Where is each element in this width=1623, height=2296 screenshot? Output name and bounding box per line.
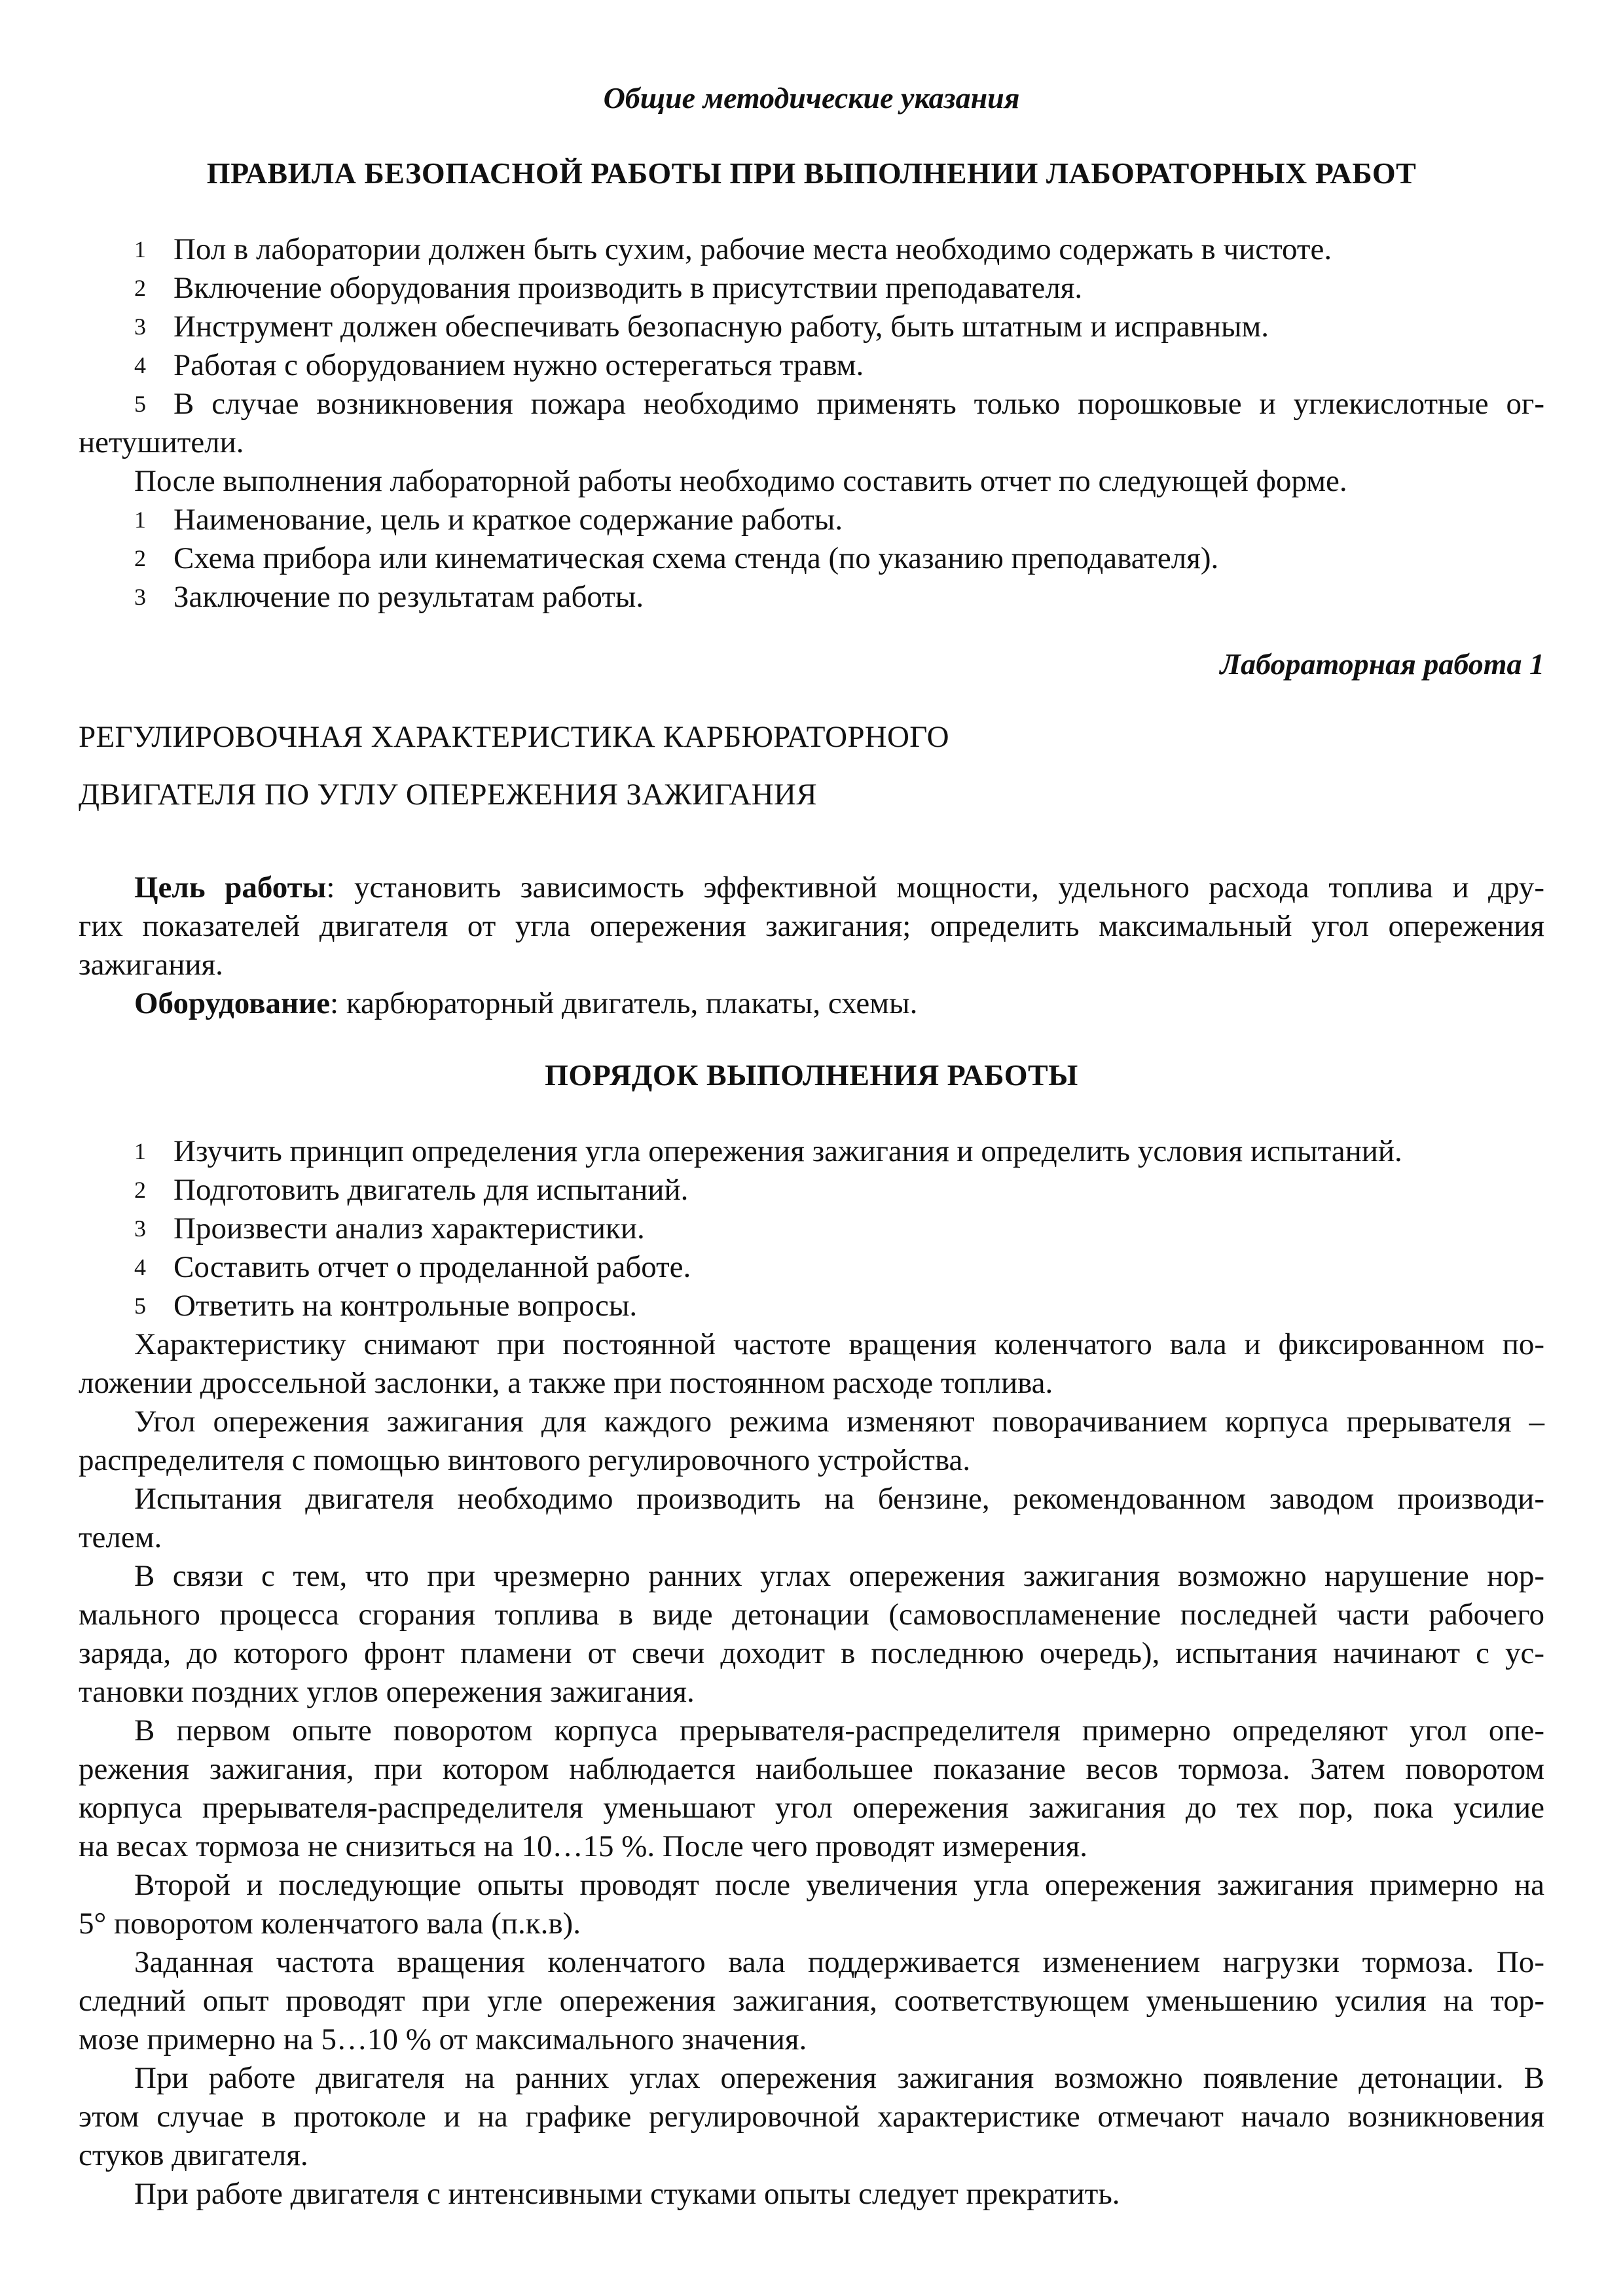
report-intro: После выполнения лабораторной работы необходимо составить отчет по следующей форме. [134,464,1347,498]
list-item: 5 Ответить на контрольные вопросы. [134,1289,638,1323]
list-item: 1 Изучить принцип определения угла опережения зажигания и определить условия испытаний. [134,1134,1402,1168]
procedure-heading: ПОРЯДОК ВЫПОЛНЕНИЯ РАБОТЫ [545,1058,1078,1092]
list-item: 3 Произвести анализ характеристики. [134,1211,645,1246]
list-item: 2 Схема прибора или кинематическая схема стенда (по указанию преподавателя). [134,541,1219,575]
safety-rule-continuation: нетушители. [79,425,244,459]
safety-heading: ПРАВИЛА БЕЗОПАСНОЙ РАБОТЫ ПРИ ВЫПОЛНЕНИИ ЛАБОРАТОРНЫХ РАБОТ [206,156,1417,190]
list-item: 1 Пол в лаборатории должен быть сухим, рабочие места необходимо содержать в чистоте. [134,232,1332,266]
safety-rules-list [0,230,1623,423]
list-item: 1 Наименование, цель и краткое содержание работы. [134,503,843,537]
list-item: 4 Составить отчет о проделанной работе. [134,1250,691,1284]
goal-label: Цель работы [134,870,327,905]
list-item: 4 Работая с оборудованием нужно остерегаться травм. [134,348,864,382]
section-subtitle: Общие методические указания [603,81,1020,115]
paragraph: В первом опыте поворотом корпуса прерывателя-распределителя примерно определяют угол опе- режения зажигания, при котором наблюдается наибольшее показание весов тормоза. Затем поворотом корпуса прерывателя-распределителя уменьшают угол опережения зажигания до тех пор, пока усилие на весах тормоза не снизиться на 10…15 %. После чего проводят измерения. [79,1713,1544,1863]
lab-title-line-2: ДВИГАТЕЛЯ ПО УГЛУ ОПЕРЕЖЕНИЯ ЗАЖИГАНИЯ [79,778,817,812]
list-item: 3 Инструмент должен обеспечивать безопасную работу, быть штатным и исправным. [134,310,1269,344]
procedure-steps-list [0,1132,1623,1325]
body-paragraphs [79,1325,1544,2214]
paragraph: Угол опережения зажигания для каждого режима изменяют поворачиванием корпуса прерывателя – распределителя с помощью винтового регулировочного устройства. [79,1405,1544,1477]
lab-title-line-1: РЕГУЛИРОВОЧНАЯ ХАРАКТЕРИСТИКА КАРБЮРАТОРНОГО [79,720,949,754]
list-item: 2 Подготовить двигатель для испытаний. [134,1173,689,1207]
list-item: 2 Включение оборудования производить в присутствии преподавателя. [134,271,1083,305]
list-item: 5 В случае возникновения пожара необходимо применять только порошковые и углекислотные ог- [134,387,1544,421]
paragraph: Заданная частота вращения коленчатого вала поддерживается изменением нагрузки тормоза. По- следний опыт проводят при угле опережения зажигания, соответствующем уменьшению усилия на тор- мозе примерно на 5…10 % от максимального значения. [79,1945,1544,2056]
paragraph: Испытания двигателя необходимо производить на бензине, рекомендованном заводом производи- телем. [79,1482,1544,1554]
paragraph: При работе двигателя на ранних углах опережения зажигания возможно появление детонации. В этом случае в протоколе и на графике регулировочной характеристике отмечают начало возникновения стуков двигателя. [79,2061,1544,2172]
paragraph: В связи с тем, что при чрезмерно ранних углах опережения зажигания возможно нарушение нор- мального процесса сгорания топлива в виде детонации (самовоспламенение последней части рабочего заряда, до которого фронт пламени от свечи доходит в последнюю очередь), испытания начинают с ус- тановки поздних углов опережения зажигания. [79,1559,1544,1709]
report-items-list [0,501,1623,617]
equipment-label: Оборудование [134,986,331,1020]
paragraph: Второй и последующие опыты проводят после увеличения угла опережения зажигания примерно на 5° поворотом коленчатого вала (п.к.в). [79,1868,1544,1941]
paragraph: Характеристику снимают при постоянной частоте вращения коленчатого вала и фиксированном по- ложении дроссельной заслонки, а также при постоянном расходе топлива. [79,1327,1544,1400]
paragraph: При работе двигателя с интенсивными стуками опыты следует прекратить. [134,2177,1120,2211]
lab-label: Лабораторная работа 1 [1220,647,1544,681]
goal-paragraph: Цель работы: установить зависимость эффективной мощности, удельного расхода топлива и дру- гих показателей двигателя от угла опережения зажигания; определить максимальный угол опережения зажигания. [79,870,1545,982]
equipment-paragraph: Оборудование: карбюраторный двигатель, плакаты, схемы. [134,986,918,1020]
list-item: 3 Заключение по результатам работы. [134,580,644,614]
